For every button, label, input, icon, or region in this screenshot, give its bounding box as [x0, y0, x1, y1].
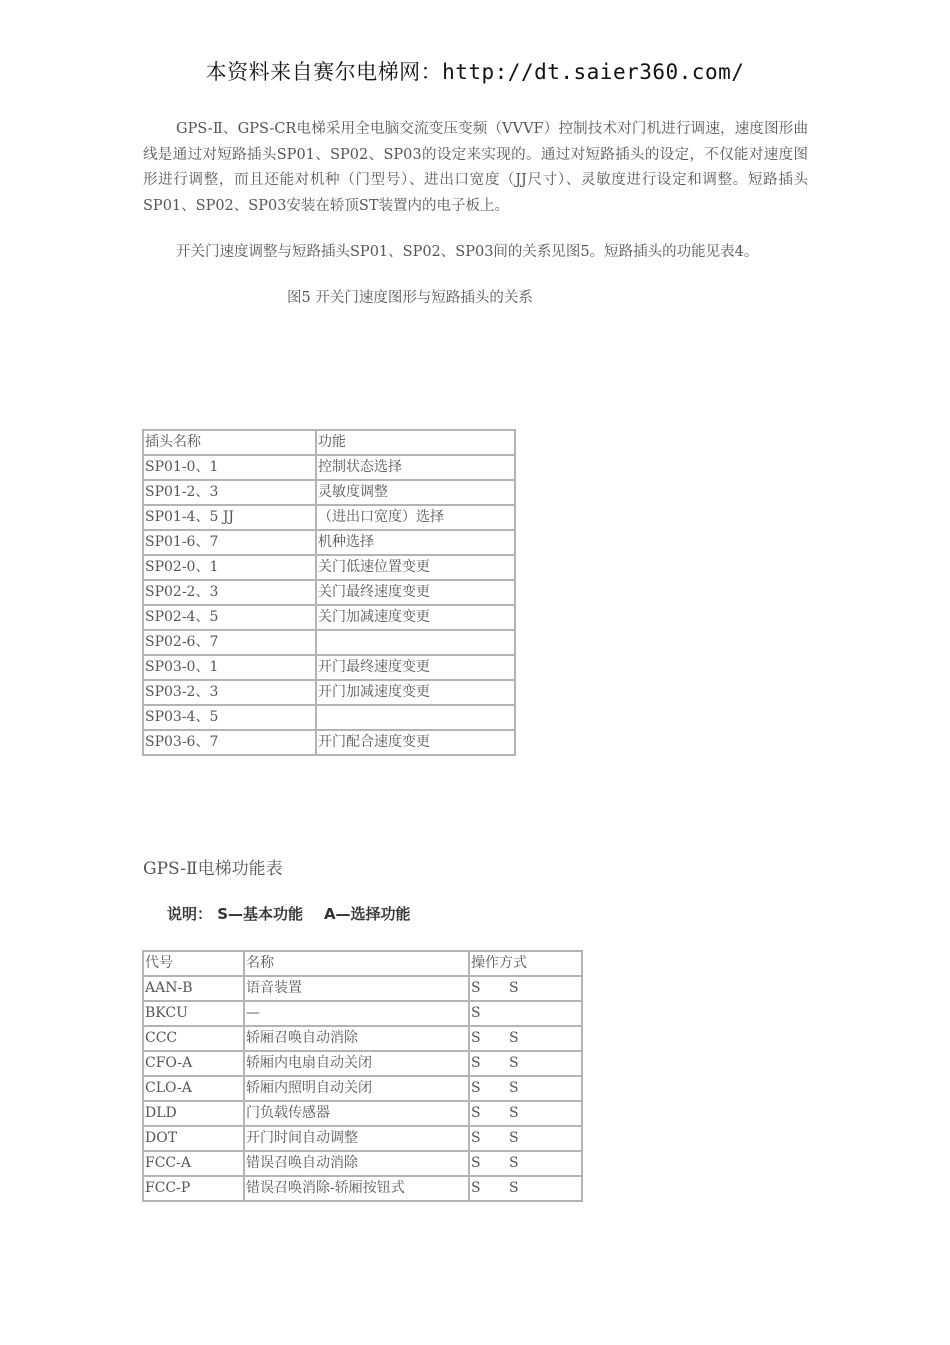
relation-paragraph — [143, 240, 808, 266]
cell-operation — [469, 1126, 582, 1151]
cell-operation — [469, 1026, 582, 1051]
cell-plug-name: SP02-2、3 — [143, 580, 316, 605]
cell-code: CLO-A — [143, 1076, 244, 1101]
cell-name: — — [244, 1001, 469, 1026]
cell-code: CCC — [143, 1026, 244, 1051]
cell-plug-name: SP01-0、1 — [143, 455, 316, 480]
cell-plug-name: SP01-6、7 — [143, 530, 316, 555]
cell-code: FCC-A — [143, 1151, 244, 1176]
table-row — [143, 530, 515, 555]
table-row — [143, 1051, 582, 1076]
cell-code: AAN-B — [143, 976, 244, 1001]
cell-operation — [469, 1176, 582, 1201]
table-row — [143, 655, 515, 680]
cell-name: 开门时间自动调整 — [244, 1126, 469, 1151]
table-row — [143, 1126, 582, 1151]
cell-plug-name: SP02-6、7 — [143, 630, 316, 655]
table-row — [143, 580, 515, 605]
cell-operation — [469, 1151, 582, 1176]
cell-plug-name: SP02-0、1 — [143, 555, 316, 580]
cell-function: （进出口宽度）选择 — [316, 505, 515, 530]
cell-operation — [469, 1076, 582, 1101]
table-row — [143, 730, 515, 755]
header-cell-operation: 操作方式 — [469, 951, 582, 976]
legend-note-basic: S—基本功能 — [217, 905, 304, 923]
section-title: GPS-Ⅱ电梯功能表 — [143, 859, 283, 879]
cell-operation-primary: S — [471, 1030, 481, 1046]
cell-plug-name: SP01-4、5 JJ — [143, 505, 316, 530]
cell-operation-primary: S — [471, 1005, 481, 1021]
page-header-title: 本资料来自赛尔电梯网：http://dt.saier360.com/ — [205, 60, 745, 84]
cell-name: 轿厢内电扇自动关闭 — [244, 1051, 469, 1076]
plug-function-table — [142, 429, 516, 756]
cell-operation-secondary: S — [509, 1080, 519, 1096]
table-row — [143, 630, 515, 655]
header-cell-code: 代号 — [143, 951, 244, 976]
cell-plug-name: SP01-2、3 — [143, 480, 316, 505]
cell-operation-secondary: S — [509, 1180, 519, 1196]
cell-function — [316, 630, 515, 655]
cell-name: 语音装置 — [244, 976, 469, 1001]
cell-operation-secondary: S — [509, 980, 519, 996]
cell-code: FCC-P — [143, 1176, 244, 1201]
table-row — [143, 1001, 582, 1026]
table-row — [143, 455, 515, 480]
cell-operation-secondary: S — [509, 1155, 519, 1171]
cell-function: 开门配合速度变更 — [316, 730, 515, 755]
cell-function: 关门最终速度变更 — [316, 580, 515, 605]
header-cell-plug-name: 插头名称 — [143, 430, 316, 455]
cell-plug-name: SP03-2、3 — [143, 680, 316, 705]
cell-function: 关门低速位置变更 — [316, 555, 515, 580]
table-row — [143, 1026, 582, 1051]
cell-function: 开门最终速度变更 — [316, 655, 515, 680]
cell-operation-primary: S — [471, 980, 481, 996]
cell-plug-name: SP02-4、5 — [143, 605, 316, 630]
cell-operation — [469, 1101, 582, 1126]
cell-name: 门负载传感器 — [244, 1101, 469, 1126]
cell-operation — [469, 976, 582, 1001]
table-header-row — [143, 951, 582, 976]
legend-note-label: 说明： — [167, 905, 213, 923]
cell-code: DOT — [143, 1126, 244, 1151]
cell-name: 错误召唤消除-轿厢按钮式 — [244, 1176, 469, 1201]
table-row — [143, 1176, 582, 1201]
elevator-function-table — [142, 950, 583, 1202]
cell-code: DLD — [143, 1101, 244, 1126]
cell-function: 机种选择 — [316, 530, 515, 555]
cell-operation-primary: S — [471, 1155, 481, 1171]
cell-name: 错误召唤自动消除 — [244, 1151, 469, 1176]
cell-code: BKCU — [143, 1001, 244, 1026]
cell-name: 轿厢内照明自动关闭 — [244, 1076, 469, 1101]
table-row — [143, 1151, 582, 1176]
table-row — [143, 705, 515, 730]
table-row — [143, 1076, 582, 1101]
table-row — [143, 1101, 582, 1126]
table-row — [143, 505, 515, 530]
cell-operation-secondary: S — [509, 1130, 519, 1146]
intro-paragraph-text: GPS-Ⅱ、GPS-CR电梯采用全电脑交流变压变频（VVVF）控制技术对门机进行调速，速度图形曲线是通过对短路插头SP01、SP02、SP03的设定来实现的。通过对短路插头的设定，不仅能对速度图形进行调整，而且还能对机种（门型号）、进出口宽度（JJ尺寸）、灵敏度进行设定和调整。短路插头SP01、SP02、SP03安装在轿顶ST装置内的电子板上。 — [143, 121, 808, 214]
cell-operation-primary: S — [471, 1080, 481, 1096]
cell-code: CFO-A — [143, 1051, 244, 1076]
intro-paragraph — [143, 117, 808, 219]
table-header-row — [143, 430, 515, 455]
cell-operation-secondary: S — [509, 1105, 519, 1121]
cell-plug-name: SP03-6、7 — [143, 730, 316, 755]
cell-plug-name: SP03-0、1 — [143, 655, 316, 680]
cell-name: 轿厢召唤自动消除 — [244, 1026, 469, 1051]
table-row — [143, 605, 515, 630]
cell-plug-name: SP03-4、5 — [143, 705, 316, 730]
cell-function — [316, 705, 515, 730]
cell-operation-secondary: S — [509, 1055, 519, 1071]
table-row — [143, 976, 582, 1001]
cell-operation-secondary: S — [509, 1030, 519, 1046]
cell-operation-primary: S — [471, 1130, 481, 1146]
legend-note-optional: A—选择功能 — [323, 905, 411, 923]
table-row — [143, 680, 515, 705]
cell-operation-primary: S — [471, 1105, 481, 1121]
figure-caption: 图5 开关门速度图形与短路插头的关系 — [287, 290, 533, 306]
cell-function: 关门加减速度变更 — [316, 605, 515, 630]
cell-operation — [469, 1051, 582, 1076]
cell-function: 控制状态选择 — [316, 455, 515, 480]
cell-operation-primary: S — [471, 1055, 481, 1071]
header-cell-name: 名称 — [244, 951, 469, 976]
cell-operation-primary: S — [471, 1180, 481, 1196]
table-row — [143, 480, 515, 505]
header-cell-function: 功能 — [316, 430, 515, 455]
cell-function: 开门加减速度变更 — [316, 680, 515, 705]
cell-operation — [469, 1001, 582, 1026]
cell-function: 灵敏度调整 — [316, 480, 515, 505]
relation-paragraph-text: 开关门速度调整与短路插头SP01、SP02、SP03间的关系见图5。短路插头的功能见表4。 — [176, 244, 759, 260]
legend-note — [167, 903, 411, 924]
table-row — [143, 555, 515, 580]
